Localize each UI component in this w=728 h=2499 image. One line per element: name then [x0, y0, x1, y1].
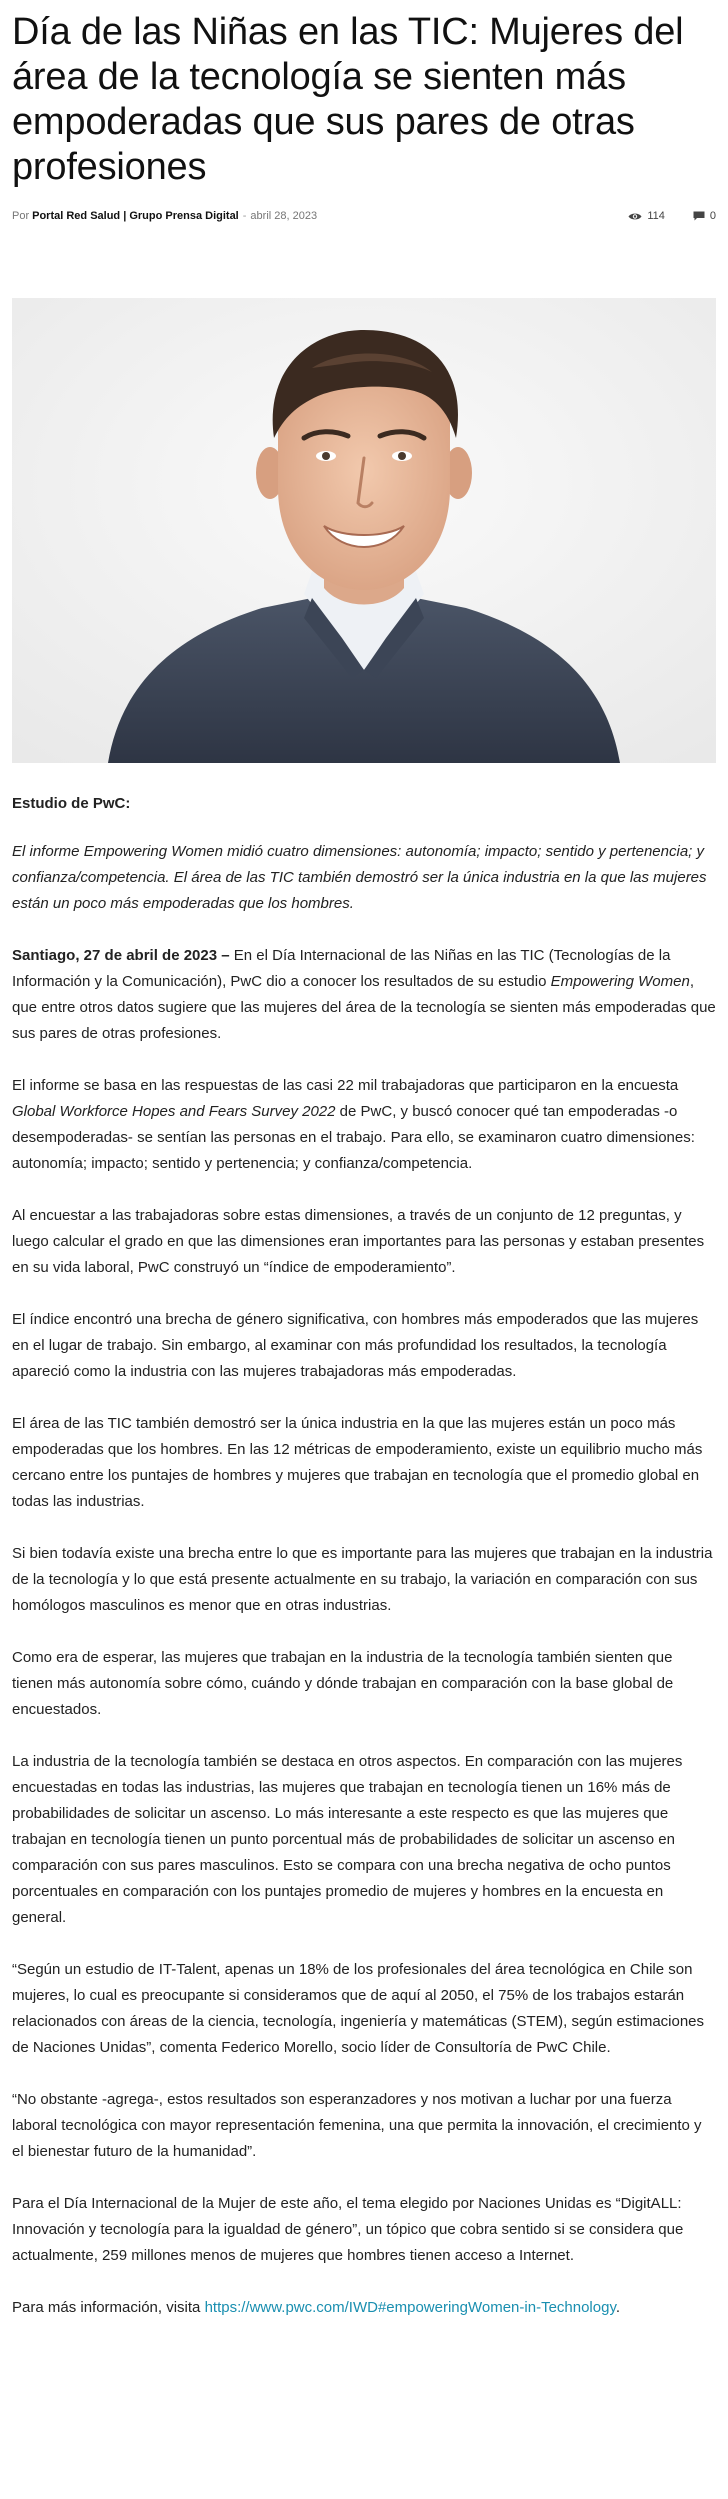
portrait-illustration	[12, 298, 716, 763]
paragraph-6: Si bien todavía existe una brecha entre lo que es importante para las mujeres que trabajan en la industria de la tecnología y lo que está presente actualmente en su trabajo, la variación en comparación con sus homólogos masculinos es menor que en otras industrias.	[12, 1545, 713, 1614]
paragraph-1: Santiago, 27 de abril de 2023 – En el Día Internacional de las Niñas en las TIC (Tecnologías de la Información y la Comunicación), PwC dio a conocer los resultados de su estudio Empowering Women, que entre otros datos sugiere que las mujeres del área de la tecnología se sienten más empoderadas que sus pares de otras profesiones.	[12, 947, 716, 1042]
section-heading: Estudio de PwC:	[12, 795, 131, 812]
comment-icon	[693, 211, 705, 221]
paragraph-10: “No obstante -agrega-, estos resultados son esperanzadores y nos motivan a luchar por una fuerza laboral tecnológica con mayor representación femenina, una que permita la innovación, el crecimiento y el bienestar futuro de la humanidad”.	[12, 2091, 702, 2160]
article-meta	[12, 206, 716, 226]
eye-icon	[628, 212, 642, 221]
comments-count: 0	[709, 210, 716, 222]
paragraph-11: Para el Día Internacional de la Mujer de este año, el tema elegido por Naciones Unidas es “DigitALL: Innovación y tecnología para la igualdad de género”, un tópico que cobra sentido si se considera que actualmente, 259 millones menos de mujeres que hombres tienen acceso a Internet.	[12, 2195, 684, 2264]
paragraph-5: El área de las TIC también demostró ser la única industria en la que las mujeres están un poco más empoderadas que los hombres. En las 12 métricas de empoderamiento, existe un equilibrio mucho más cercano entre los puntajes de hombres y mujeres que trabajan en tecnología que el promedio global en todas las industrias.	[12, 1415, 703, 1510]
paragraph-9: “Según un estudio de IT-Talent, apenas un 18% de los profesionales del área tecnológica en Chile son mujeres, lo cual es preocupante si consideramos que de aquí al 2050, el 75% de los trabajos estarán relacionados con áreas de la ciencia, tecnología, ingeniería y matemáticas (STEM), según estimaciones de Naciones Unidas”, comenta Federico Morello, socio líder de Consultoría de PwC Chile.	[12, 1961, 705, 2056]
article-title: Día de las Niñas en las TIC: Mujeres del área de la tecnología se sienten más empoderadas que sus pares de otras profesiones	[12, 11, 684, 188]
study-name: Empowering Women	[550, 973, 690, 990]
paragraph-8: La industria de la tecnología también se destaca en otros aspectos. En comparación con las mujeres encuestadas en todas las industrias, las mujeres que trabajan en tecnología tienen un 16% más de probabilidades de solicitar un ascenso. Lo más interesante a este respecto es que las mujeres que trabajan en tecnología tienen un punto porcentual más de probabilidades de solicitar un ascenso en comparación con sus pares masculinos. Esto se compara con una brecha negativa de ocho puntos porcentuales en comparación con los puntajes promedio de mujeres y hombres en la encuesta en general.	[12, 1753, 683, 1926]
paragraph-2: El informe se basa en las respuestas de las casi 22 mil trabajadoras que participaron en la encuesta Global Workforce Hopes and Fears Survey 2022 de PwC, y buscó conocer qué tan empoderadas -o desempoderadas- se sentían las personas en el trabajo. Para ello, se examinaron cuatro dimensiones: autonomía; impacto; sentido y pertenencia; y confianza/competencia.	[12, 1077, 695, 1172]
views-count: 114	[647, 210, 665, 222]
article-stats	[628, 206, 716, 226]
paragraph-3: Al encuestar a las trabajadoras sobre estas dimensiones, a través de un conjunto de 12 preguntas, y luego calcular el grado en que las dimensiones eran importantes para las personas y estaban presentes en su vida laboral, PwC construyó un “índice de empoderamiento”.	[12, 1207, 705, 1276]
author-link[interactable]: Portal Red Salud | Grupo Prensa Digital	[32, 210, 239, 222]
article-lead: El informe Empowering Women midió cuatro dimensiones: autonomía; impacto; sentido y pertenencia; y confianza/competencia. El área de las TIC también demostró ser la única industria en la que las mujeres están un poco más empoderadas que los hombres.	[12, 843, 707, 912]
views-counter	[628, 206, 665, 226]
publish-date: abril 28, 2023	[250, 210, 318, 222]
comments-counter[interactable]	[693, 206, 716, 226]
meta-separator: -	[242, 210, 247, 222]
paragraph-4: El índice encontró una brecha de género significativa, con hombres más empoderados que las mujeres en el lugar de trabajo. Sin embargo, al examinar con más profundidad los resultados, la tecnología apareció como la industria con las mujeres trabajadoras más empoderadas.	[12, 1311, 699, 1380]
byline-prefix: Por	[12, 210, 30, 222]
survey-name: Global Workforce Hopes and Fears Survey 2022	[12, 1103, 336, 1120]
pwc-info-link[interactable]: https://www.pwc.com/IWD#empoweringWomen-in-Technology	[204, 2299, 616, 2316]
paragraph-12: Para más información, visita https://www.pwc.com/IWD#empoweringWomen-in-Technology.	[12, 2299, 621, 2316]
featured-photo	[12, 298, 716, 763]
dateline: Santiago, 27 de abril de 2023 –	[12, 947, 230, 964]
article-body	[12, 791, 716, 2321]
paragraph-7: Como era de esperar, las mujeres que trabajan en la industria de la tecnología también sienten que tienen más autonomía sobre cómo, cuándo y dónde trabajan en comparación con la base global de encuestados.	[12, 1649, 674, 1718]
